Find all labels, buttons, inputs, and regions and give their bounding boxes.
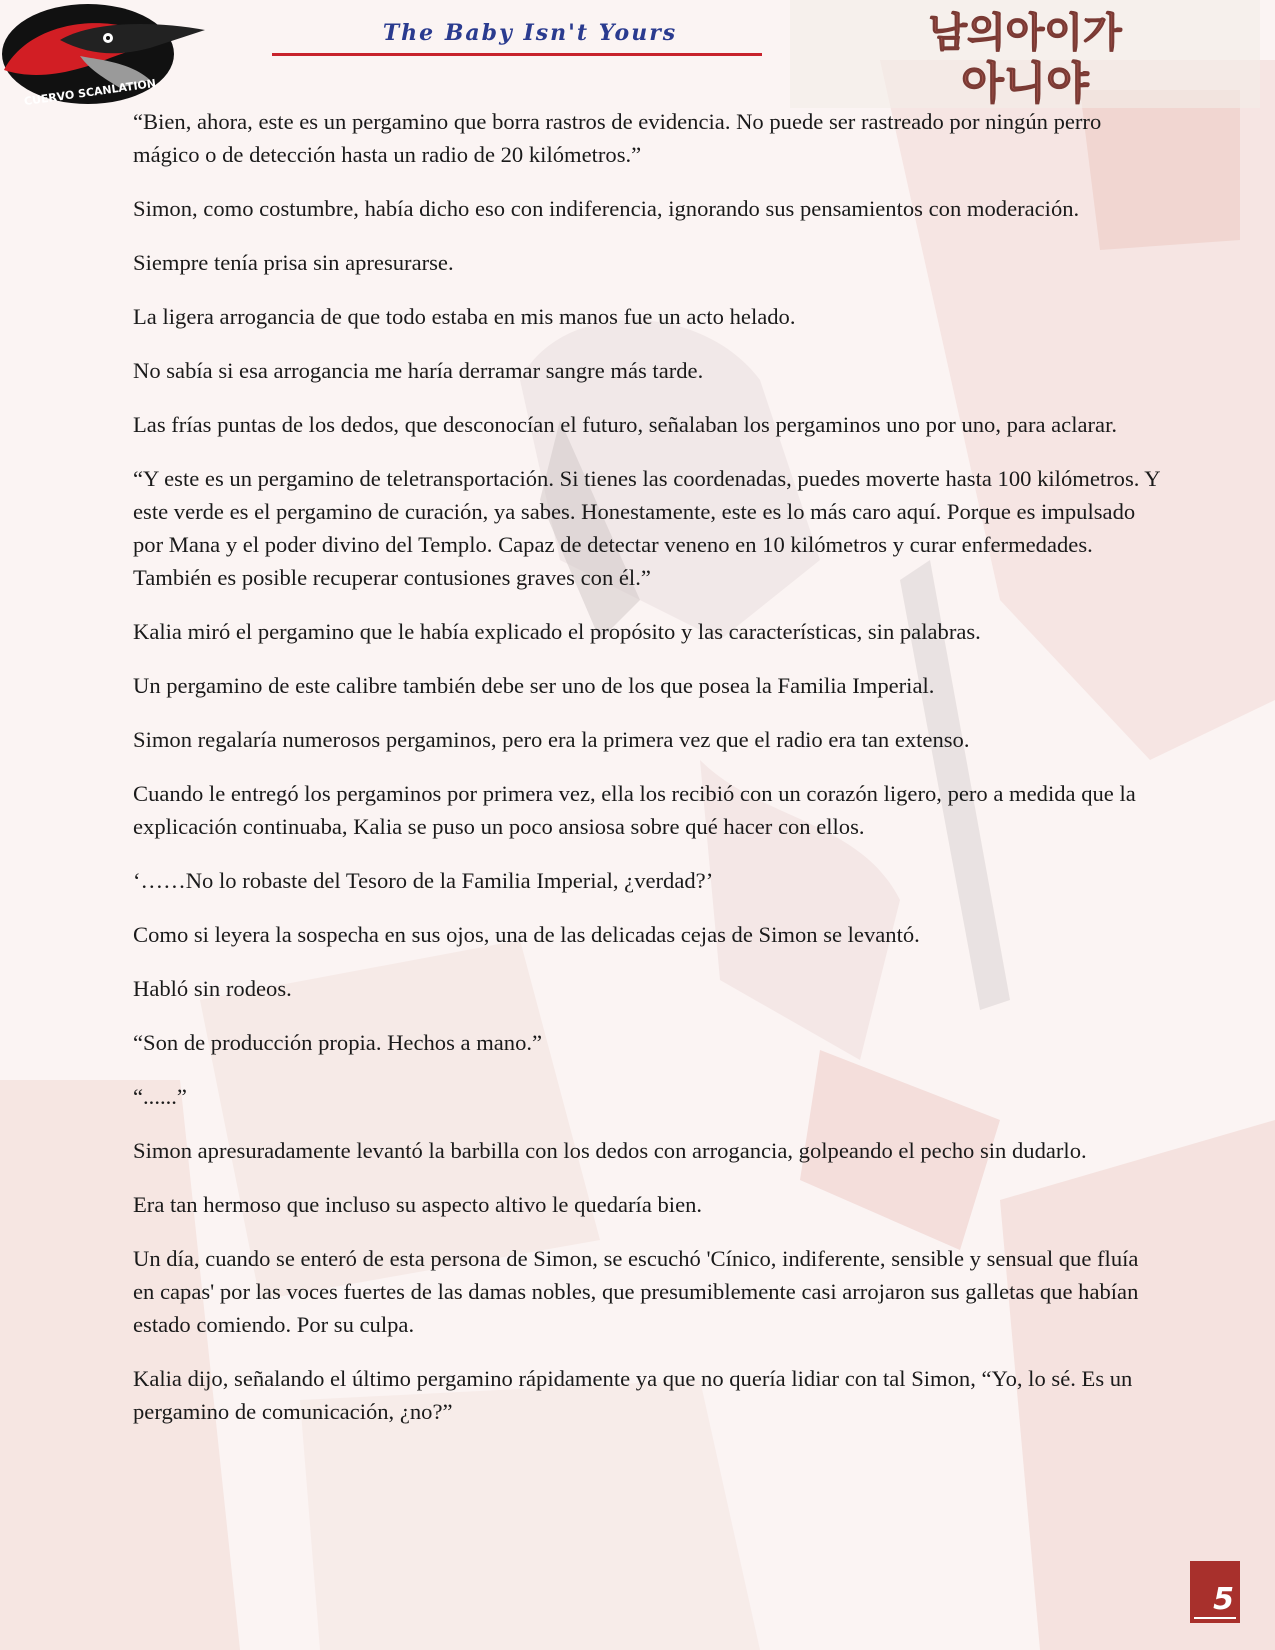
paragraph: Kalia miró el pergamino que le había explicado el propósito y las características, sin palabras.: [133, 619, 981, 644]
page-number-underline: [1194, 1617, 1236, 1619]
paragraph: Como si leyera la sospecha en sus ojos, una de las delicadas cejas de Simon se levantó.: [133, 922, 920, 947]
paragraph: “......”: [133, 1084, 187, 1109]
page-number: 5: [1213, 1582, 1234, 1617]
svg-text:남의아이가: 남의아이가: [928, 9, 1122, 56]
paragraph: Simon apresuradamente levantó la barbilla con los dedos con arrogancia, golpeando el pecho sin dudarlo.: [133, 1138, 1087, 1163]
page-number-badge: [1190, 1561, 1240, 1623]
paragraph: Kalia dijo, señalando el último pergamino rápidamente ya que no quería lidiar con tal Simon, “Yo, lo sé. Es un pergamino de comunicación, ¿no?”: [133, 1366, 1133, 1424]
paragraph: Cuando le entregó los pergaminos por primera vez, ella los recibió con un corazón ligero, pero a medida que la explicación continuaba, Kalia se puso un poco ansiosa sobre qué hacer con ellos.: [133, 781, 1136, 839]
cuervo-scanlation-logo: [0, 0, 215, 108]
paragraph: Las frías puntas de los dedos, que desconocían el futuro, señalaban los pergaminos uno por uno, para aclarar.: [133, 412, 1117, 437]
paragraph: No sabía si esa arrogancia me haría derramar sangre más tarde.: [133, 358, 704, 383]
paragraph: “Bien, ahora, este es un pergamino que borra rastros de evidencia. No puede ser rastreado por ningún perro mágico o de detección hasta un radio de 20 kilómetros.”: [133, 109, 1102, 167]
logo-text: CUERVO SCANLATION: [23, 76, 157, 108]
chapter-text: [133, 105, 1163, 1449]
paragraph: “Y este es un pergamino de teletransportación. Si tienes las coordenadas, puedes moverte hasta 100 kilómetros. Y este verde es el pergamino de curación, ya sabes. Honestamente, este es lo más caro aquí. Porque es impulsado por Mana y el poder divino del Templo. Capaz de detectar veneno en 10 kilómetros y curar enfermedades. También es posible recuperar contusiones graves con él.”: [133, 466, 1160, 590]
svg-text:아니야: 아니야: [961, 58, 1089, 108]
paragraph: Habló sin rodeos.: [133, 976, 292, 1001]
page-header: [0, 0, 1275, 110]
paragraph: ‘……No lo robaste del Tesoro de la Familia Imperial, ¿verdad?’: [133, 868, 714, 893]
paragraph: Siempre tenía prisa sin apresurarse.: [133, 250, 454, 275]
series-title: The Baby Isn't Yours: [382, 20, 678, 46]
paragraph: Simon, como costumbre, había dicho eso con indiferencia, ignorando sus pensamientos con moderación.: [133, 196, 1080, 221]
title-divider: [272, 53, 762, 56]
paragraph: “Son de producción propia. Hechos a mano.”: [133, 1030, 543, 1055]
paragraph: La ligera arrogancia de que todo estaba en mis manos fue un acto helado.: [133, 304, 796, 329]
paragraph: Un día, cuando se enteró de esta persona de Simon, se escuchó 'Cínico, indiferente, sensible y sensual que fluía en capas' por las voces fuertes de las damas nobles, que presumiblemente casi arrojaron sus galletas que habían estado comiendo. Por su culpa.: [133, 1246, 1139, 1337]
paragraph: Simon regalaría numerosos pergaminos, pero era la primera vez que el radio era tan extenso.: [133, 727, 970, 752]
paragraph: Un pergamino de este calibre también debe ser uno de los que posea la Familia Imperial.: [133, 673, 935, 698]
paragraph: Era tan hermoso que incluso su aspecto altivo le quedaría bien.: [133, 1192, 703, 1217]
korean-title-logo: [790, 0, 1260, 108]
